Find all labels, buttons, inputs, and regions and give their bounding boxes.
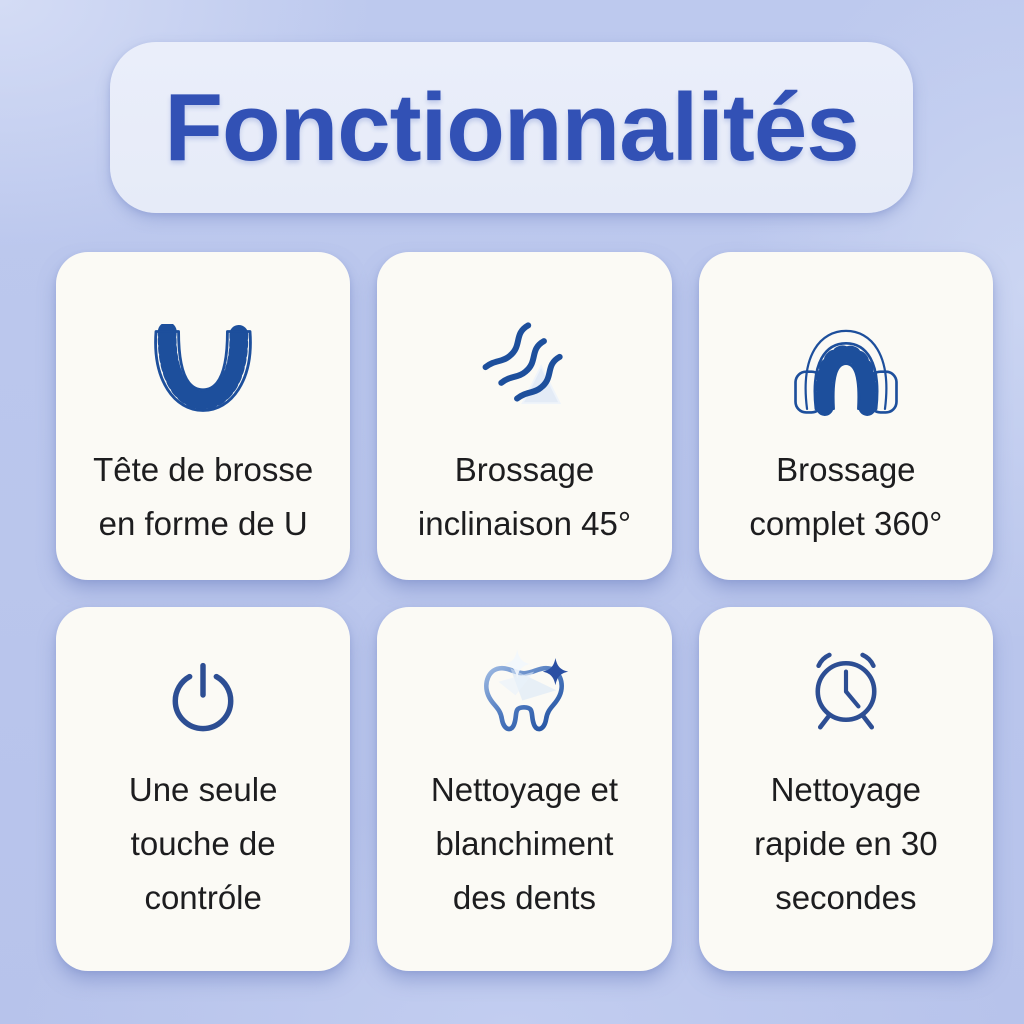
u-shaped-brush-head-icon [137,324,269,418]
feature-label: Nettoyage et blanchiment des dents [430,771,619,916]
alarm-clock-icon [796,640,896,738]
feature-card-30-seconds [699,607,993,971]
feature-card-brush-head [56,252,350,580]
title-banner [110,42,913,213]
page-title: Fonctionnalités [164,73,859,181]
feature-label: Une seule touche de contróle [128,771,278,916]
feature-card-whitening [377,607,671,971]
feature-label: Brossage complet 360° [749,451,943,542]
sparkling-tooth-icon [473,646,575,738]
mouth-tray-360-icon [784,320,908,418]
feature-card-360deg [699,252,993,580]
feature-card-45deg [377,252,671,580]
feature-label: Brossage inclinaison 45° [417,451,632,542]
feature-label: Nettoyage rapide en 30 secondes [754,771,938,916]
feature-card-grid [56,252,993,971]
power-button-icon [161,652,245,738]
sonic-waves-icon [470,318,578,418]
feature-label: Tête de brosse en forme de U [93,451,314,542]
feature-card-one-touch [56,607,350,971]
